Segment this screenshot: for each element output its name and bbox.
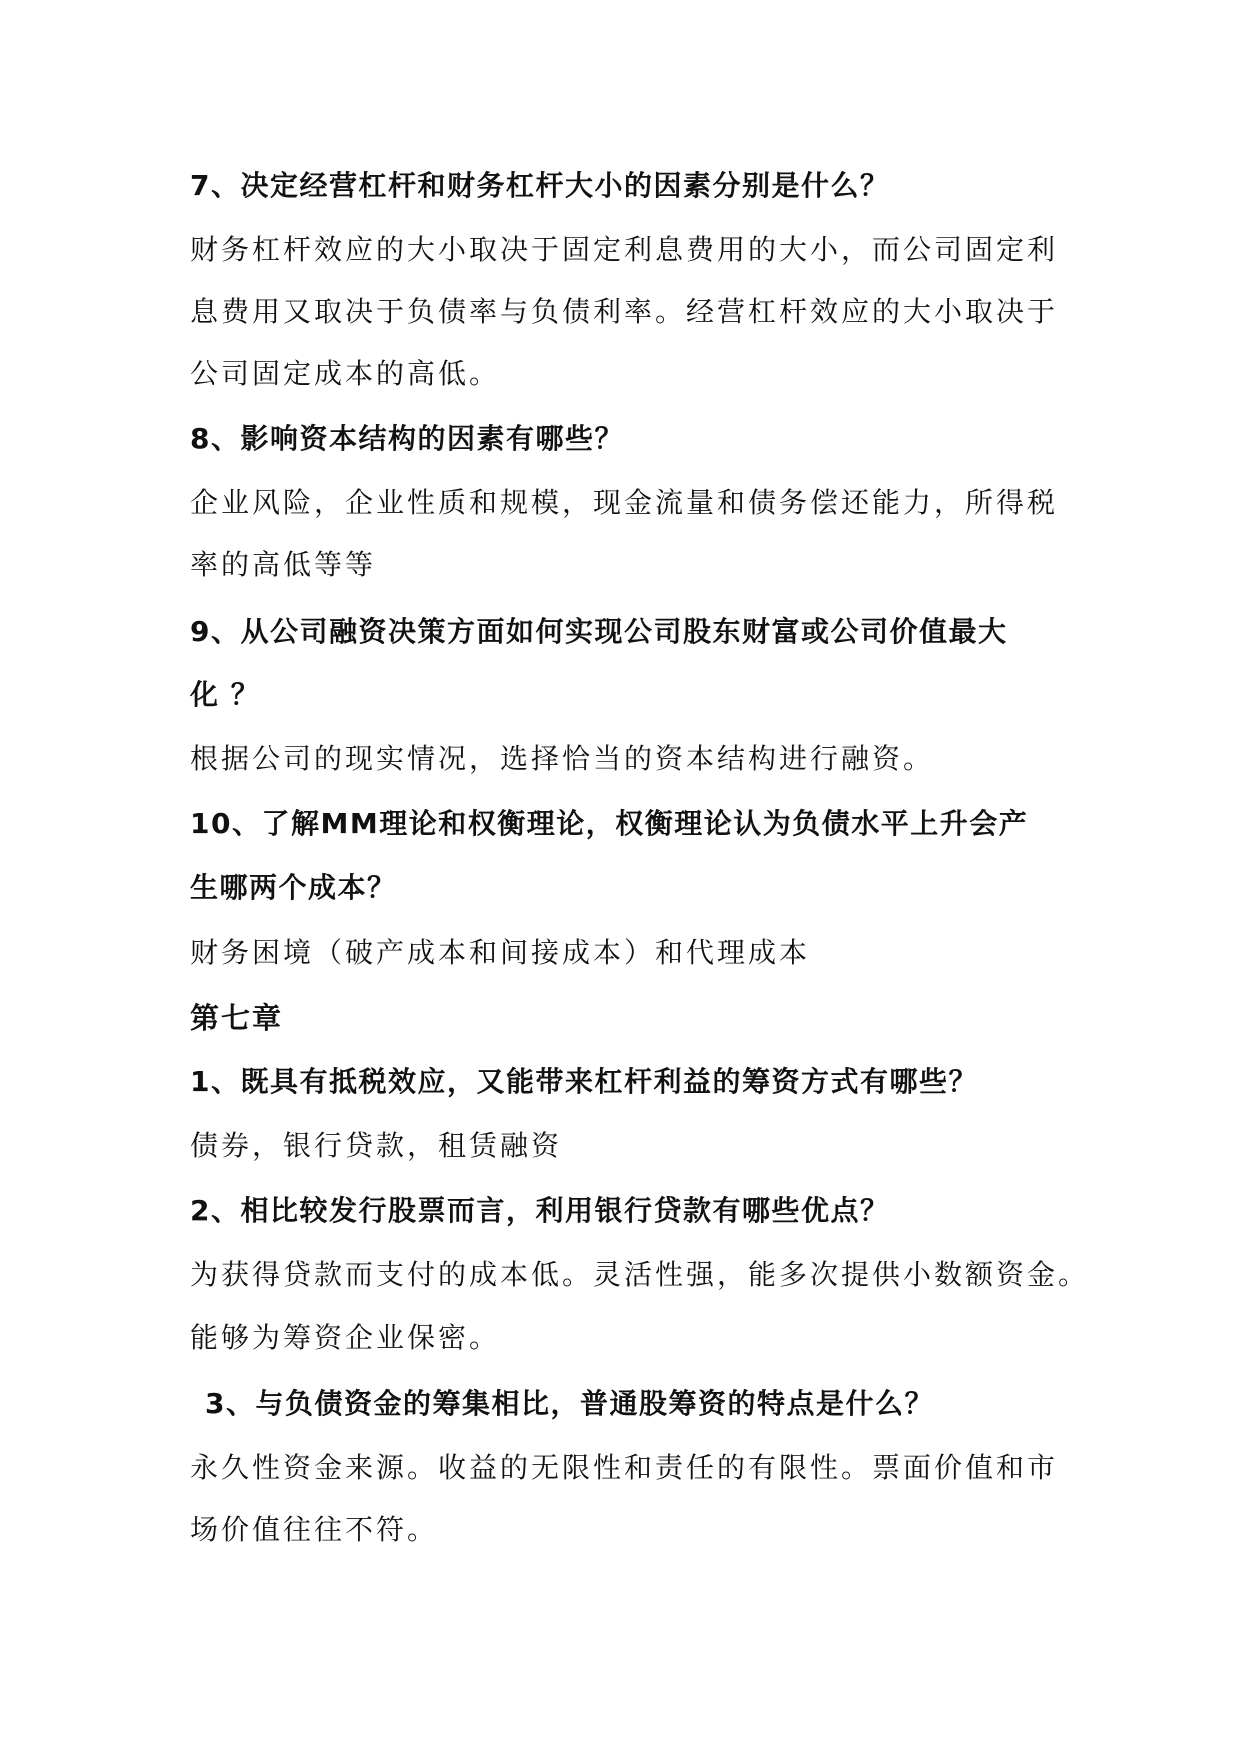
answer-8-line-1: 企业风险，企业性质和规模，现金流量和债务偿还能力，所得税 [190, 486, 1059, 519]
question-9-line-1: 9、从公司融资决策方面如何实现公司股东财富或公司价值最大 [190, 615, 1008, 648]
chapter7-answer-2-line-1: 为获得贷款而支付的成本低。灵活性强，能多次提供小数额资金。 [190, 1258, 1090, 1291]
question-7: 7、决定经营杠杆和财务杠杆大小的因素分别是什么？ [190, 169, 890, 202]
chapter7-question-2: 2、相比较发行股票而言，利用银行贷款有哪些优点？ [190, 1194, 890, 1227]
chapter7-question-3: 3、与负债资金的筹集相比，普通股筹资的特点是什么？ [205, 1387, 934, 1420]
answer-7-line-1: 财务杠杆效应的大小取决于固定利息费用的大小，而公司固定利 [190, 233, 1059, 266]
answer-7-line-3: 公司固定成本的高低。 [190, 357, 501, 390]
chapter-heading: 第七章 [190, 1001, 284, 1035]
answer-8-line-2: 率的高低等等 [190, 548, 377, 581]
question-10-line-2: 生哪两个成本？ [190, 871, 397, 904]
chapter7-answer-3-line-1: 永久性资金来源。收益的无限性和责任的有限性。票面价值和市 [190, 1451, 1059, 1484]
question-10-line-1: 10、了解MM理论和权衡理论，权衡理论认为负债水平上升会产 [190, 807, 1029, 840]
chapter7-question-1: 1、既具有抵税效应，又能带来杠杆利益的筹资方式有哪些？ [190, 1065, 978, 1098]
answer-7-line-2: 息费用又取决于负债率与负债利率。经营杠杆效应的大小取决于 [190, 295, 1059, 328]
chapter7-answer-2-line-2: 能够为筹资企业保密。 [190, 1321, 501, 1354]
chapter7-answer-1: 债券，银行贷款，租赁融资 [190, 1129, 563, 1162]
question-9-line-2: 化 ？ [190, 678, 261, 711]
answer-9: 根据公司的现实情况，选择恰当的资本结构进行融资。 [190, 742, 935, 775]
chapter7-answer-3-line-2: 场价值往往不符。 [190, 1513, 439, 1546]
answer-10: 财务困境（破产成本和间接成本）和代理成本 [190, 936, 811, 969]
question-8: 8、影响资本结构的因素有哪些？ [190, 422, 624, 455]
